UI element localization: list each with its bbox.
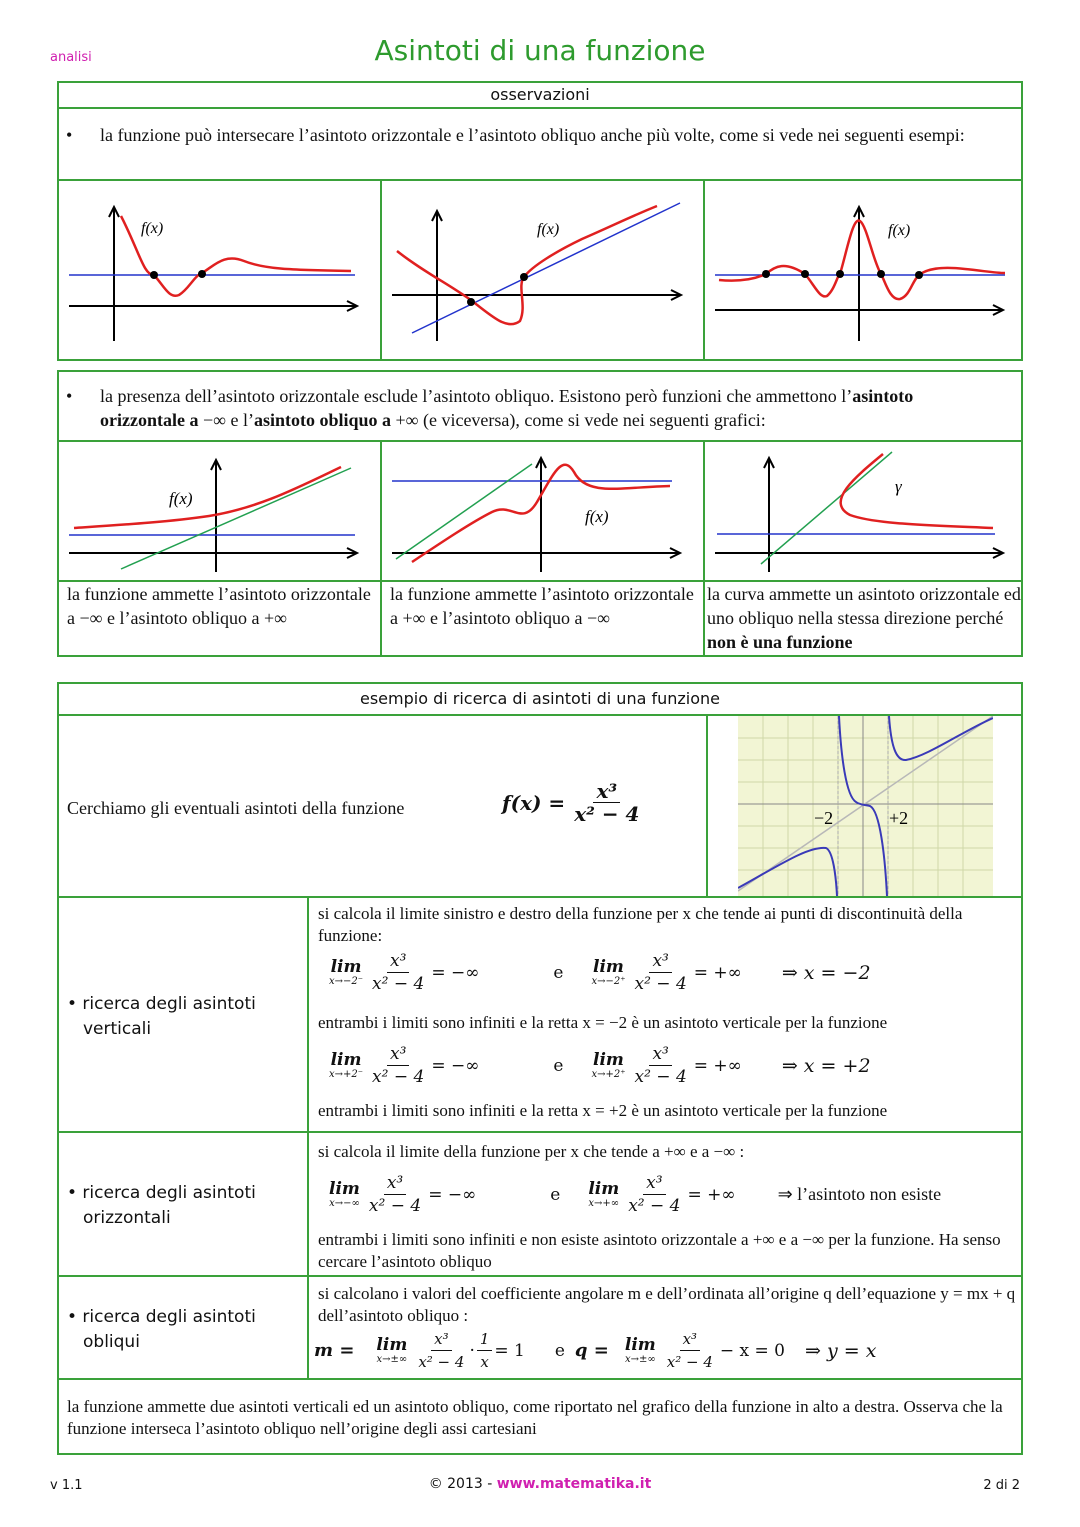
horizontal-conclusion: entrambi i limiti sono infiniti e non esiste asintoto orizzontale a +∞ e a −∞ per la funzione. Ha senso cercare l’asintoto obliquo — [318, 1230, 1001, 1271]
graph1-label: f(x) — [141, 220, 164, 237]
function-definition: f(x) = $\frac{\text{x³}}{\text{x² − 4}}$ — [502, 779, 640, 826]
observations-heading: osservazioni — [490, 85, 590, 104]
caption-3: la curva ammette un asintoto orizzontale ed uno obliquo nella stessa direzione perché non è una funzione — [707, 584, 1021, 652]
limit-row-infinity: lim x→−∞ $\frac{\text{x³}}{\text{x² − 4}}$ = −∞ e lim x→+∞ $\frac{\text{x³}}{\text{x² − 4}}$ = +∞ ⇒ l’asintoto non esiste — [329, 1173, 942, 1216]
graph5-label: f(x) — [585, 507, 609, 526]
graph-horizontal-left-oblique-right — [59, 442, 380, 580]
graph3-label: f(x) — [888, 222, 911, 239]
limit-row-minus2: lim x→−2⁻ $\frac{\text{x³}}{\text{x² − 4}}$ = −∞ e lim x→−2⁺ $\frac{\text{x³}}{\text{x² − 4}}$ = +∞ ⇒ x = −2 — [329, 951, 871, 994]
observation-bullet-2: • la presenza dell’asintoto orizzontale esclude l’asintoto obliquo. Esistono però funzioni che ammettono l’asintoto orizzontale a −∞ e l’asintoto obliquo a +∞ (e viceversa), come si vede nei seguenti grafici: — [66, 386, 914, 430]
oblique-computation: m = lim x→±∞ $\frac{\text{x³}}{\text{x² − 4}}$ · $\frac{1}{x}$ = 1 e q = lim x→±∞ $\frac{\text{x³}}{\text{x² − 4}}$ − x = 0 ⇒ y = x — [314, 1330, 877, 1371]
vertical-conclusion-1: entrambi i limiti sono infiniti e la retta x = −2 è un asintoto verticale per la funzione — [318, 1013, 888, 1032]
horizontal-asymptotes-label: • ricerca degli asintoti orizzontali — [67, 1183, 256, 1228]
function-plot — [738, 716, 993, 896]
subject-label: analisi — [50, 50, 92, 65]
oblique-asymptotes-label: • ricerca degli asintoti obliqui — [67, 1307, 256, 1352]
footer-site-link[interactable]: www.matematika.it — [496, 1476, 652, 1492]
footer-version: v 1.1 — [50, 1478, 83, 1493]
example-heading: esempio di ricerca di asintoti di una funzione — [359, 689, 721, 708]
graph-curve-not-function — [705, 442, 1021, 580]
graph-horizontal-right-oblique-left — [382, 442, 703, 580]
limit-row-plus2: lim x→+2⁻ $\frac{\text{x³}}{\text{x² − 4}}$ = −∞ e lim x→+2⁺ $\frac{\text{x³}}{\text{x² − 4}}$ = +∞ ⇒ x = +2 — [329, 1044, 871, 1087]
vertical-asymptotes-label: • ricerca degli asintoti verticali — [67, 994, 256, 1039]
plot-label-right: +2 — [889, 808, 909, 828]
vertical-intro: si calcola il limite sinistro e destro della funzione per x che tende ai punti di discontinuità della funzione: — [318, 904, 963, 945]
horizontal-intro: si calcola il limite della funzione per x che tende a +∞ e a −∞ : — [318, 1142, 745, 1161]
observation-bullet-1: • la funzione può intersecare l’asintoto orizzontale e l’asintoto obliquo anche più volte, come si vede nei seguenti esempi: — [66, 125, 965, 145]
footer-copyright: © 2013 - www.matematika.it — [428, 1476, 652, 1492]
footer-page-number: 2 di 2 — [983, 1478, 1020, 1493]
example-conclusion: la funzione ammette due asintoti verticali ed un asintoto obliquo, come riportato nel grafico della funzione in alto a destra. Osserva che la funzione interseca l’asintoto obliquo nell’origine degli assi cartesiani — [67, 1397, 1003, 1438]
caption-2: la funzione ammette l’asintoto orizzontale a +∞ e l’asintoto obliquo a −∞ — [390, 584, 694, 628]
example-intro: Cerchiamo gli eventuali asintoti della funzione — [67, 798, 405, 818]
graph2-label: f(x) — [537, 221, 560, 238]
oblique-intro: si calcolano i valori del coefficiente angolare m e dell’ordinata all’origine q dell’equazione y = mx + q dell’asintoto obliquo : — [318, 1284, 1016, 1325]
graph-oscillating-intersections — [705, 181, 1021, 359]
vertical-conclusion-2: entrambi i limiti sono infiniti e la retta x = +2 è un asintoto verticale per la funzione — [318, 1101, 888, 1120]
plot-label-left: −2 — [814, 808, 834, 828]
graph-multiple-horizontal-intersections — [59, 181, 380, 359]
graph6-label: γ — [895, 477, 902, 496]
graph4-label: f(x) — [169, 489, 193, 508]
graph-oblique-intersections — [382, 181, 703, 359]
caption-1: la funzione ammette l’asintoto orizzontale a −∞ e l’asintoto obliquo a +∞ — [67, 584, 371, 628]
page-title: Asintoti di una funzione — [374, 34, 706, 67]
